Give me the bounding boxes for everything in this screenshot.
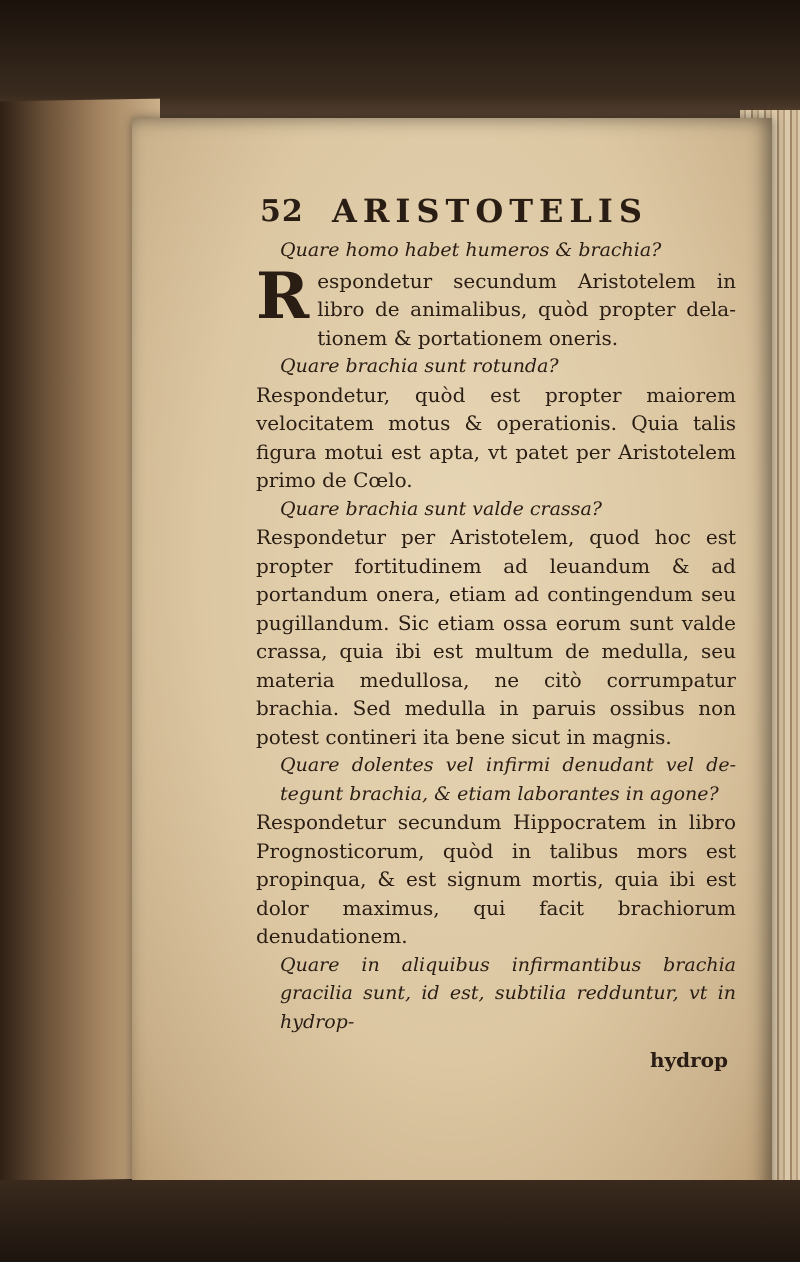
- answer-3: Respondetur per Aristotelem, quod hoc est propter fortitudinem ad leuandum & ad portandum onera, etiam ad contingendum seu pugillandum. Sic etiam ossa eorum sunt valde crassa, quia ibi est multum de medulla, seu materia medullosa, ne citò corrumpatur brachia. Sed medulla in paruis ossibus non potest contineri ita bene sicut in magnis.: [256, 525, 736, 749]
- catchword: hydrop: [650, 1048, 729, 1072]
- drop-initial: R: [256, 258, 310, 334]
- question-2: Quare brachia sunt rotunda?: [280, 355, 559, 377]
- question-3: Quare brachia sunt valde crassa?: [280, 497, 602, 520]
- question-5: Quare in aliquibus infirmantibus brachia gracilia sunt, id est, subtilia redduntur, vt in hydrop-: [280, 953, 736, 1033]
- page-content: [132, 118, 772, 1208]
- question-4: Quare dolentes vel infirmi denudant vel detegunt brachia, & etiam laborantes in agone?: [280, 754, 736, 805]
- background-bottom: [0, 1180, 800, 1262]
- answer-4: Respondetur secundum Hippocratem in libro Prognosticorum, quòd in talibus mors est propinqua, & est signum mortis, quia ibi est dolor maximus, qui facit brachiorum denudationem.: [256, 810, 736, 948]
- running-head: ARISTOTELIS: [332, 192, 648, 230]
- page-header: [260, 188, 730, 234]
- answer-1: [256, 258, 736, 353]
- page-number: 52: [260, 194, 304, 229]
- answer-2: Respondetur, quòd est propter maiorem velocitatem motus & operationis. Quia talis figura motui est apta, vt patet per Aristotelem primo de Cœlo.: [256, 382, 736, 492]
- body-text: [256, 236, 736, 1036]
- question-1: Quare homo habet humeros & brachia?: [280, 239, 662, 261]
- book-page: [132, 118, 772, 1208]
- answer-1-text: espondetur secundum Aristotelem in libro de animalibus, quòd propter delationem & portationem oneris.: [317, 268, 736, 350]
